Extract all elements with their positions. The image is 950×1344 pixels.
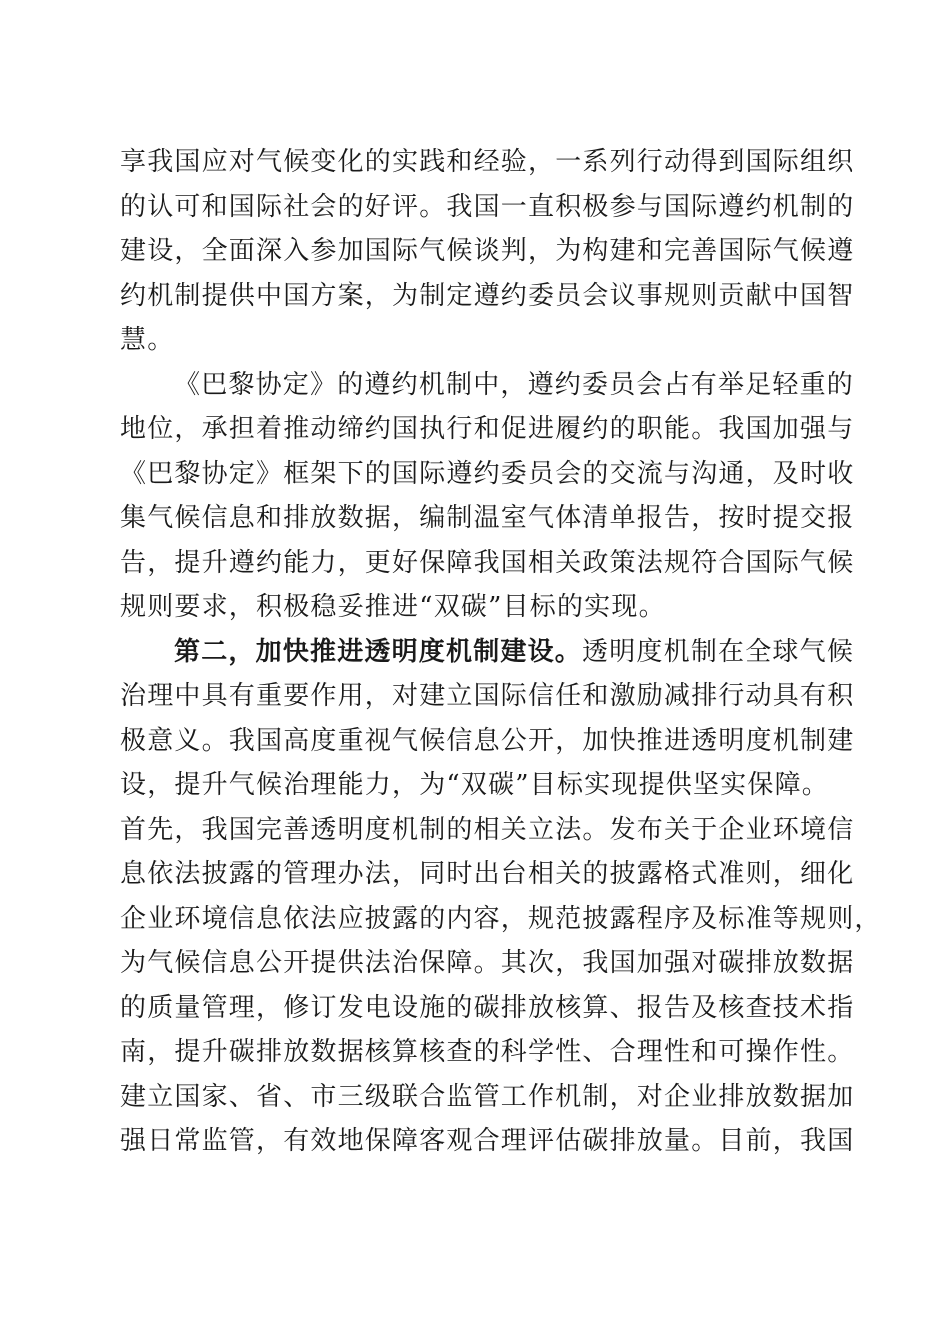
text-line — [120, 630, 855, 675]
text-line: 极意义。我国高度重视气候信息公开，加快推进透明度机制建 — [120, 725, 855, 756]
text-line: 南，提升碳排放数据核算核查的科学性、合理性和可操作性。 — [120, 1037, 855, 1067]
text-line: 建立国家、省、市三级联合监管工作机制，对企业排放数据加 — [120, 1081, 855, 1112]
text-line: 治理中具有重要作用，对建立国际信任和激励减排行动具有积 — [120, 681, 855, 711]
text-line: 息依法披露的管理办法，同时出台相关的披露格式准则，细化 — [120, 859, 855, 889]
text-line: 慧。 — [120, 325, 175, 355]
text-line: 的认可和国际社会的好评。我国一直积极参与国际遵约机制的 — [120, 191, 855, 222]
text-line: 《巴黎协定》的遵约机制中，遵约委员会占有举足轻重的 — [174, 369, 855, 400]
text-line: 享我国应对气候变化的实践和经验，一系列行动得到国际组织 — [120, 147, 855, 177]
paragraph-3 — [120, 630, 882, 1164]
text-run: 透明度机制在全球气候 — [582, 636, 855, 667]
paragraph-1 — [120, 140, 855, 363]
text-line: 设，提升气候治理能力，为“双碳”目标实现提供坚实保障。 — [120, 770, 829, 800]
text-line: 约机制提供中国方案，为制定遵约委员会议事规则贡献中国智 — [120, 280, 855, 311]
text-line: 规则要求，积极稳妥推进“双碳”目标的实现。 — [120, 592, 666, 622]
text-line: 告，提升遵约能力，更好保障我国相关政策法规符合国际气候 — [120, 547, 855, 578]
text-line: 强日常监管，有效地保障客观合理评估碳排放量。目前，我国 — [120, 1126, 855, 1156]
text-line: 首先，我国完善透明度机制的相关立法。发布关于企业环境信 — [120, 814, 855, 845]
document-body — [120, 140, 882, 1164]
text-line: 为气候信息公开提供法治保障。其次，我国加强对碳排放数据 — [120, 948, 855, 978]
text-line: 集气候信息和排放数据，编制温室气体清单报告，按时提交报 — [120, 503, 855, 533]
text-line: 《巴黎协定》框架下的国际遵约委员会的交流与沟通，及时收 — [120, 458, 855, 489]
text-line: 企业环境信息依法应披露的内容，规范披露程序及标准等规则， — [120, 903, 882, 934]
section-heading: 第二，加快推进透明度机制建设。 — [174, 636, 583, 667]
text-line: 地位，承担着推动缔约国执行和促进履约的职能。我国加强与 — [120, 414, 855, 444]
text-line: 建设，全面深入参加国际气候谈判，为构建和完善国际气候遵 — [120, 236, 855, 266]
text-line: 的质量管理，修订发电设施的碳排放核算、报告及核查技术指 — [120, 992, 855, 1023]
paragraph-2 — [120, 363, 855, 630]
